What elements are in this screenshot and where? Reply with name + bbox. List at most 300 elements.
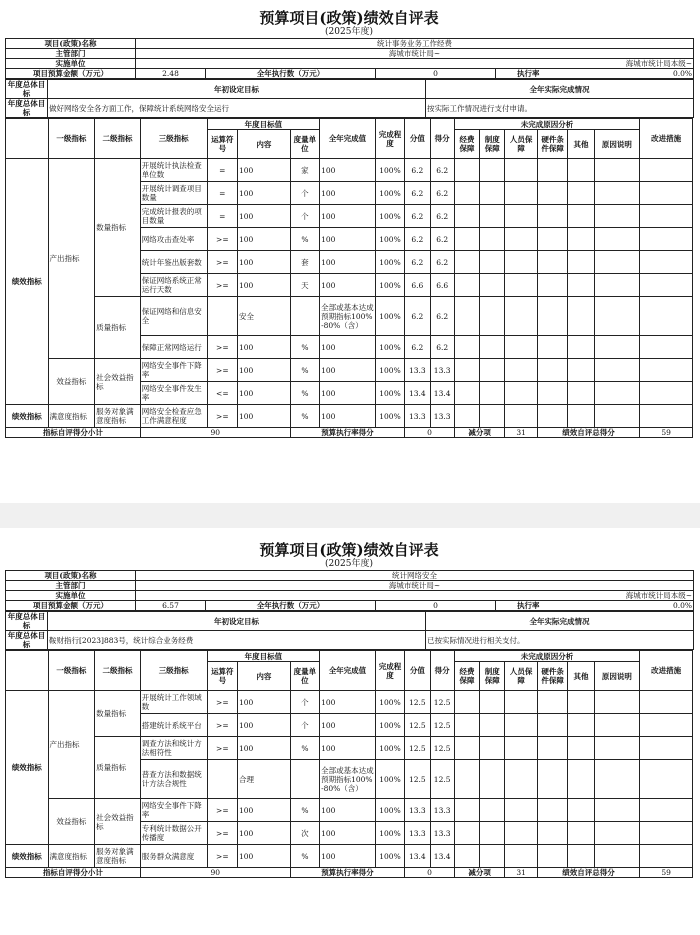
empty-cell (594, 297, 640, 336)
label-quality: 质量指标 (95, 737, 141, 799)
label-r6: 原因说明 (594, 662, 640, 691)
empty-cell (454, 297, 479, 336)
indicator-op: >= (207, 799, 237, 822)
empty-cell (568, 182, 594, 205)
indicator-op (207, 297, 237, 336)
empty-cell (594, 251, 640, 274)
indicator-content: 100 (238, 205, 291, 228)
header-table (5, 570, 694, 611)
label-budget: 项目预算金额（万元） (6, 601, 136, 611)
indicator-actual: 全部或基本达成预期指标100%-80%（含） (320, 760, 376, 799)
label-f2: 预算执行率得分 (290, 868, 404, 878)
indicator-score: 13.3 (405, 799, 430, 822)
indicator-actual: 100 (320, 845, 376, 868)
indicator-name: 专利统计数据公开传播度 (140, 822, 207, 845)
form-year: (2025年度) (325, 559, 373, 569)
label-f4: 绩效自评总得分 (537, 428, 639, 438)
indicator-got: 6.2 (430, 182, 454, 205)
label-lvl3: 三级指标 (140, 119, 207, 159)
indicator-unit: 套 (290, 251, 319, 274)
label-r1: 经费保障 (454, 662, 479, 691)
indicator-degree: 100% (375, 205, 404, 228)
empty-cell (640, 297, 693, 336)
indicator-unit: 次 (290, 822, 319, 845)
empty-cell (594, 799, 640, 822)
empty-cell (640, 274, 693, 297)
indicator-actual: 100 (320, 336, 376, 359)
indicator-score: 6.6 (405, 274, 430, 297)
label-unit: 实施单位 (6, 59, 136, 69)
indicator-degree: 100% (375, 799, 404, 822)
empty-cell (537, 274, 567, 297)
label-lvl2: 二级指标 (95, 651, 141, 691)
empty-cell (505, 737, 537, 760)
empty-cell (454, 737, 479, 760)
label-got: 得分 (430, 651, 454, 691)
indicator-content: 100 (238, 336, 291, 359)
label-lvl1: 一级指标 (48, 119, 95, 159)
empty-cell (454, 691, 479, 714)
indicator-degree: 100% (375, 405, 404, 428)
label-reason-group: 未完成原因分析 (454, 651, 639, 662)
indicator-content: 100 (238, 382, 291, 405)
budget-value: 2.48 (136, 69, 206, 79)
indicator-name: 保障正常网络运行 (140, 336, 207, 359)
empty-cell (594, 405, 640, 428)
indicator-degree: 100% (375, 182, 404, 205)
label-social: 社会效益指标 (95, 799, 141, 845)
indicator-actual: 100 (320, 799, 376, 822)
empty-cell (480, 760, 505, 799)
indicator-op: >= (207, 228, 237, 251)
indicator-score: 6.2 (405, 205, 430, 228)
budget-score: 0 (405, 868, 455, 878)
indicator-op (207, 760, 237, 799)
empty-cell (640, 845, 693, 868)
indicator-unit (290, 297, 319, 336)
indicator-op: = (207, 182, 237, 205)
indicator-content: 100 (238, 159, 291, 182)
label-target-group: 年度目标值 (207, 119, 319, 130)
indicator-actual: 100 (320, 382, 376, 405)
empty-cell (594, 274, 640, 297)
empty-cell (537, 382, 567, 405)
label-goal-col: 年初设定目标 (48, 80, 426, 99)
empty-cell (480, 159, 505, 182)
label-goal-head-2: 年度总体目标 (6, 99, 48, 118)
indicator-rows (6, 691, 693, 868)
empty-cell (505, 359, 537, 382)
label-r4: 硬件条件保障 (537, 662, 567, 691)
empty-cell (640, 251, 693, 274)
blank-head (6, 651, 49, 691)
indicator-unit: 个 (290, 691, 319, 714)
indicator-unit: % (290, 382, 319, 405)
empty-cell (640, 205, 693, 228)
empty-cell (640, 182, 693, 205)
empty-cell (568, 737, 594, 760)
indicator-actual: 100 (320, 822, 376, 845)
empty-cell (454, 336, 479, 359)
indicator-actual: 100 (320, 274, 376, 297)
label-budget: 项目预算金额（万元） (6, 69, 136, 79)
empty-cell (454, 251, 479, 274)
indicator-degree: 100% (375, 845, 404, 868)
label-actual-val: 全年完成值 (320, 119, 376, 159)
empty-cell (594, 205, 640, 228)
empty-cell (537, 845, 567, 868)
label-actual-col: 全年实际完成情况 (426, 612, 694, 631)
indicator-degree: 100% (375, 274, 404, 297)
empty-cell (537, 359, 567, 382)
empty-cell (505, 405, 537, 428)
indicator-score: 6.2 (405, 182, 430, 205)
empty-cell (537, 737, 567, 760)
empty-cell (640, 737, 693, 760)
empty-cell (505, 714, 537, 737)
exec-rate-value: 0.0% (672, 601, 693, 610)
goal-text: 鞍财指行[2023]883号，统计综合业务经费 (48, 631, 426, 650)
indicator-op: >= (207, 405, 237, 428)
indicator-name: 完成统计报表的项目数量 (140, 205, 207, 228)
indicator-got: 13.4 (430, 845, 454, 868)
empty-cell (594, 359, 640, 382)
indicator-actual: 100 (320, 737, 376, 760)
unit-value: 海城市统计局本级~ (136, 591, 694, 601)
evaluation-form-1 (5, 8, 693, 438)
empty-cell (505, 274, 537, 297)
indicator-score: 13.3 (405, 822, 430, 845)
page-separator (0, 503, 700, 528)
indicator-content: 100 (238, 822, 291, 845)
label-perf: 绩效指标 (6, 405, 49, 428)
label-lvl1: 一级指标 (48, 651, 95, 691)
label-target-group: 年度目标值 (207, 651, 319, 662)
indicator-rows (6, 159, 693, 428)
indicator-name: 开展统计调查项目数量 (140, 182, 207, 205)
empty-cell (480, 691, 505, 714)
indicator-got: 12.5 (430, 714, 454, 737)
indicator-row (6, 159, 693, 182)
empty-cell (480, 405, 505, 428)
indicator-op: = (207, 205, 237, 228)
indicator-unit: % (290, 405, 319, 428)
empty-cell (568, 845, 594, 868)
label-degree: 完成程度 (375, 119, 404, 159)
label-f4: 绩效自评总得分 (537, 868, 639, 878)
indicator-score: 6.2 (405, 297, 430, 336)
indicator-unit: 个 (290, 714, 319, 737)
empty-cell (594, 182, 640, 205)
empty-cell (568, 799, 594, 822)
label-r2: 制度保障 (480, 130, 505, 159)
indicator-got: 6.6 (430, 274, 454, 297)
indicator-unit: % (290, 228, 319, 251)
empty-cell (505, 822, 537, 845)
empty-cell (537, 760, 567, 799)
label-service: 服务对象满意度指标 (95, 405, 141, 428)
total-score: 59 (640, 868, 693, 878)
label-r6: 原因说明 (594, 130, 640, 159)
empty-cell (640, 336, 693, 359)
indicator-degree: 100% (375, 336, 404, 359)
empty-cell (454, 274, 479, 297)
empty-cell (537, 205, 567, 228)
indicator-name: 保证网络系统正常运行天数 (140, 274, 207, 297)
indicator-score: 6.2 (405, 251, 430, 274)
empty-cell (480, 205, 505, 228)
empty-cell (454, 159, 479, 182)
empty-cell (505, 228, 537, 251)
footer-row (6, 868, 693, 878)
empty-cell (568, 822, 594, 845)
indicator-score: 13.4 (405, 845, 430, 868)
empty-cell (480, 251, 505, 274)
deduct-value: 31 (505, 868, 537, 878)
label-output: 产出指标 (48, 691, 95, 799)
indicator-got: 6.2 (430, 205, 454, 228)
indicator-score: 6.2 (405, 228, 430, 251)
empty-cell (480, 845, 505, 868)
label-goal-head: 年度总体目标 (6, 612, 48, 631)
empty-cell (505, 799, 537, 822)
empty-cell (640, 691, 693, 714)
indicator-name: 搭建统计系统平台 (140, 714, 207, 737)
indicator-degree: 100% (375, 359, 404, 382)
empty-cell (454, 822, 479, 845)
indicator-got: 13.4 (430, 382, 454, 405)
empty-cell (537, 799, 567, 822)
label-perf: 绩效指标 (6, 691, 49, 845)
indicator-got: 12.5 (430, 760, 454, 799)
empty-cell (480, 382, 505, 405)
empty-cell (594, 691, 640, 714)
label-lvl2: 二级指标 (95, 119, 141, 159)
indicator-content: 安全 (238, 297, 291, 336)
indicator-score: 90 (140, 428, 290, 438)
indicator-score: 13.3 (405, 405, 430, 428)
indicator-degree: 100% (375, 251, 404, 274)
indicator-op: <= (207, 382, 237, 405)
label-exec-amount: 全年执行数（万元） (206, 69, 376, 79)
label-content: 内容 (238, 130, 291, 159)
indicator-name: 网络安全事件下降率 (140, 799, 207, 822)
indicator-content: 100 (238, 691, 291, 714)
empty-cell (537, 159, 567, 182)
indicator-content: 100 (238, 714, 291, 737)
indicator-name: 网络安全事件下降率 (140, 359, 207, 382)
label-quality: 质量指标 (95, 297, 141, 359)
label-social: 社会效益指标 (95, 359, 141, 405)
actual-text: 按实际工作情况进行支付申请。 (426, 99, 694, 118)
label-score: 分值 (405, 651, 430, 691)
indicator-score: 6.2 (405, 336, 430, 359)
indicator-name: 保证网络和信息安全 (140, 297, 207, 336)
indicator-degree: 100% (375, 760, 404, 799)
label-score: 分值 (405, 119, 430, 159)
indicator-score: 12.5 (405, 760, 430, 799)
empty-cell (594, 714, 640, 737)
empty-cell (537, 251, 567, 274)
indicator-row (6, 799, 693, 822)
indicator-actual: 100 (320, 205, 376, 228)
label-reason-group: 未完成原因分析 (454, 119, 639, 130)
label-f2: 预算执行率得分 (290, 428, 404, 438)
empty-cell (594, 845, 640, 868)
indicator-content: 100 (238, 228, 291, 251)
indicator-actual: 100 (320, 359, 376, 382)
indicator-actual: 100 (320, 405, 376, 428)
indicator-unit: % (290, 336, 319, 359)
indicator-unit: 家 (290, 159, 319, 182)
empty-cell (640, 714, 693, 737)
empty-cell (505, 205, 537, 228)
indicator-degree: 100% (375, 159, 404, 182)
label-op: 运算符号 (207, 130, 237, 159)
empty-cell (454, 359, 479, 382)
empty-cell (454, 799, 479, 822)
empty-cell (454, 845, 479, 868)
label-satis: 满意度指标 (48, 845, 95, 868)
indicator-name: 网络安全事件发生率 (140, 382, 207, 405)
empty-cell (568, 336, 594, 359)
indicator-score: 12.5 (405, 737, 430, 760)
footer-row (6, 428, 693, 438)
indicator-got: 6.2 (430, 159, 454, 182)
indicator-name: 开展统计工作领域数 (140, 691, 207, 714)
indicator-degree: 100% (375, 714, 404, 737)
deduct-value: 31 (505, 428, 537, 438)
empty-cell (640, 405, 693, 428)
label-f1: 指标自评得分小计 (6, 428, 141, 438)
empty-cell (594, 159, 640, 182)
indicator-op: >= (207, 714, 237, 737)
label-exec-amount: 全年执行数（万元） (206, 601, 376, 611)
empty-cell (537, 691, 567, 714)
indicator-got: 6.2 (430, 251, 454, 274)
indicator-got: 13.3 (430, 359, 454, 382)
indicator-degree: 100% (375, 822, 404, 845)
empty-cell (480, 336, 505, 359)
goal-table (5, 79, 694, 118)
indicator-op: >= (207, 274, 237, 297)
label-lvl3: 三级指标 (140, 651, 207, 691)
empty-cell (568, 205, 594, 228)
label-goal-head: 年度总体目标 (6, 80, 48, 99)
empty-cell (537, 822, 567, 845)
goal-table (5, 611, 694, 650)
indicator-op: >= (207, 845, 237, 868)
label-satis: 满意度指标 (48, 405, 95, 428)
empty-cell (594, 228, 640, 251)
indicator-content: 100 (238, 182, 291, 205)
indicator-actual: 100 (320, 159, 376, 182)
dept-value: 海城市统计局~ (136, 49, 694, 59)
empty-cell (505, 382, 537, 405)
empty-cell (568, 760, 594, 799)
empty-cell (568, 251, 594, 274)
indicator-unit (290, 760, 319, 799)
indicator-degree: 100% (375, 382, 404, 405)
empty-cell (537, 336, 567, 359)
empty-cell (537, 714, 567, 737)
label-fix: 改进措施 (640, 651, 693, 691)
indicator-score: 13.3 (405, 359, 430, 382)
empty-cell (454, 205, 479, 228)
indicator-got: 13.3 (430, 822, 454, 845)
total-score: 59 (640, 428, 693, 438)
label-output: 产出指标 (48, 159, 95, 359)
label-service: 服务对象满意度指标 (95, 845, 141, 868)
unit-value: 海城市统计局本级~ (136, 59, 694, 69)
label-content: 内容 (238, 662, 291, 691)
label-project-name: 项目(政策)名称 (6, 39, 136, 49)
indicator-name: 开展统计执法检查单位数 (140, 159, 207, 182)
empty-cell (454, 714, 479, 737)
budget-value: 6.57 (136, 601, 206, 611)
empty-cell (454, 760, 479, 799)
empty-cell (454, 405, 479, 428)
indicator-name: 统计年鉴出版套数 (140, 251, 207, 274)
label-perf: 绩效指标 (6, 159, 49, 405)
indicator-content: 100 (238, 405, 291, 428)
indicator-unit: 天 (290, 274, 319, 297)
indicator-degree: 100% (375, 737, 404, 760)
indicator-unit: % (290, 845, 319, 868)
empty-cell (505, 297, 537, 336)
project-name: 统计网络安全 (136, 571, 694, 581)
empty-cell (568, 359, 594, 382)
empty-cell (594, 737, 640, 760)
label-qty: 数量指标 (95, 691, 141, 737)
goal-text: 做好网络安全各方面工作，保障统计系统网络安全运行 (48, 99, 426, 118)
empty-cell (568, 274, 594, 297)
indicator-content: 100 (238, 737, 291, 760)
indicator-score: 90 (140, 868, 290, 878)
empty-cell (480, 737, 505, 760)
empty-cell (640, 822, 693, 845)
indicator-got: 13.3 (430, 799, 454, 822)
indicator-op: >= (207, 737, 237, 760)
empty-cell (454, 182, 479, 205)
indicator-unit: % (290, 359, 319, 382)
indicator-name: 服务群众满意度 (140, 845, 207, 868)
empty-cell (640, 228, 693, 251)
label-benefit: 效益指标 (48, 359, 95, 405)
indicator-score: 13.4 (405, 382, 430, 405)
exec-rate-cell (496, 601, 694, 611)
indicator-row (6, 845, 693, 868)
indicator-row (6, 737, 693, 760)
indicator-content: 100 (238, 845, 291, 868)
indicator-degree: 100% (375, 228, 404, 251)
indicator-content: 100 (238, 251, 291, 274)
empty-cell (568, 714, 594, 737)
empty-cell (505, 760, 537, 799)
indicator-unit: % (290, 799, 319, 822)
label-exec-rate: 执行率 (517, 601, 540, 610)
label-dept: 主管部门 (6, 49, 136, 59)
empty-cell (454, 382, 479, 405)
indicator-got: 12.5 (430, 691, 454, 714)
indicator-degree: 100% (375, 691, 404, 714)
exec-rate-cell (496, 69, 694, 79)
empty-cell (505, 159, 537, 182)
project-name: 统计事务业务工作经费 (136, 39, 694, 49)
indicator-score: 12.5 (405, 691, 430, 714)
empty-cell (480, 228, 505, 251)
label-actual-val: 全年完成值 (320, 651, 376, 691)
